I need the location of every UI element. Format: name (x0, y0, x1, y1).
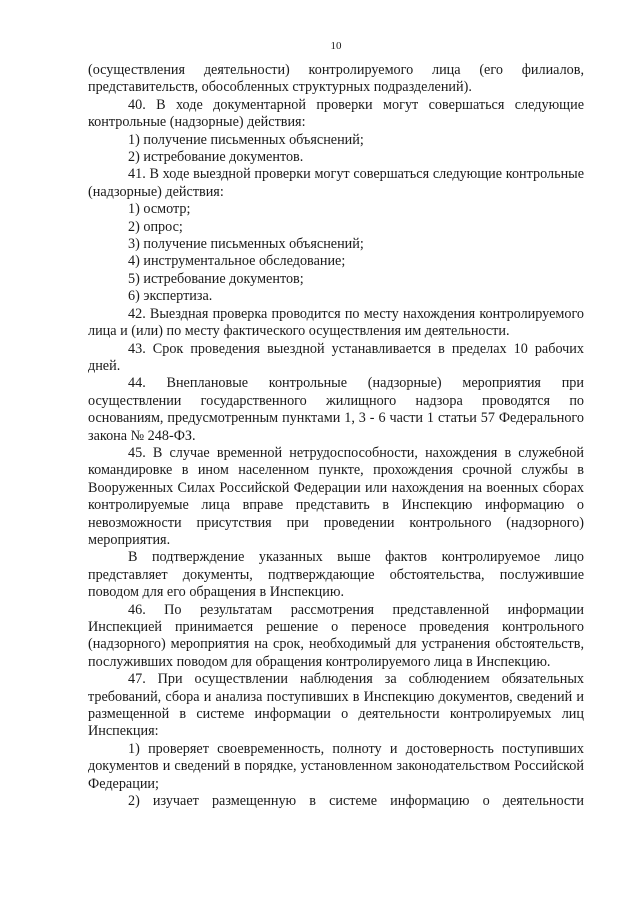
list-item: 1) получение письменных объяснений; (128, 131, 364, 148)
paragraph: 2) изучает размещенную в системе информацию о деятельности (128, 793, 584, 810)
list-item: 2) истребование документов. (128, 149, 304, 166)
list-item: 4) инструментальное обследование; (128, 253, 346, 270)
paragraph: 43. Срок проведения выездной устанавливается в пределах 10 рабочих дней. (88, 340, 584, 374)
paragraph: В подтверждение указанных выше фактов контролируемое лицо представляет документы, подтверждающие обстоятельства, послужившие поводом для его обращения в Инспекцию. (88, 549, 584, 601)
paragraph: 47. При осуществлении наблюдения за соблюдением обязательных требований, сбора и анализа поступивших в Инспекцию документов, сведений и размещенной в системе информации о деятельности контролируемых лиц Инспекция: (88, 671, 584, 740)
paragraph: 46. По результатам рассмотрения представленной информации Инспекцией принимается решение о переносе проведения контрольного (надзорного) мероприятия на срок, необходимый для устранения обстоятельств, послуживших поводом для обращения контролируемого лица в Инспекцию. (88, 601, 584, 670)
paragraph: (осуществления деятельности) контролируемого лица (его филиалов, представительств, обособленных структурных подразделений). (88, 62, 584, 96)
document-body (88, 62, 584, 810)
list-item: 2) опрос; (128, 218, 183, 235)
paragraph: 40. В ходе документарной проверки могут совершаться следующие контрольные (надзорные) действия: (88, 96, 584, 131)
list-item: 5) истребование документов; (128, 270, 304, 287)
page-number: 10 (330, 40, 342, 52)
paragraph: 44. Внеплановые контрольные (надзорные) мероприятия при осуществлении государственного жилищного надзора проводятся по основаниям, предусмотренным пунктами 1, 3 - 6 части 1 статьи 57 Федерального закона № 248-ФЗ. (88, 375, 584, 444)
list-item: 1) осмотр; (128, 201, 191, 218)
paragraph: 42. Выездная проверка проводится по месту нахождения контролируемого лица и (или) по месту фактического осуществления им деятельности. (88, 305, 584, 340)
paragraph: 45. В случае временной нетрудоспособности, нахождения в служебной командировке в ином населенном пункте, прохождения срочной службы в Вооруженных Силах Российской Федерации или нахождения на военных сборах контролируемые лица вправе представить в Инспекцию информацию о невозможности присутствия при проведении контрольного (надзорного) мероприятия. (88, 444, 584, 548)
paragraph: 41. В ходе выездной проверки могут совершаться следующие контрольные (надзорные) действия: (88, 166, 584, 200)
paragraph: 1) проверяет своевременность, полноту и достоверность поступивших документов и сведений в порядке, установленном законодательством Российской Федерации; (88, 740, 584, 792)
list-item: 3) получение письменных объяснений; (128, 236, 364, 253)
list-item: 6) экспертиза. (128, 288, 213, 305)
